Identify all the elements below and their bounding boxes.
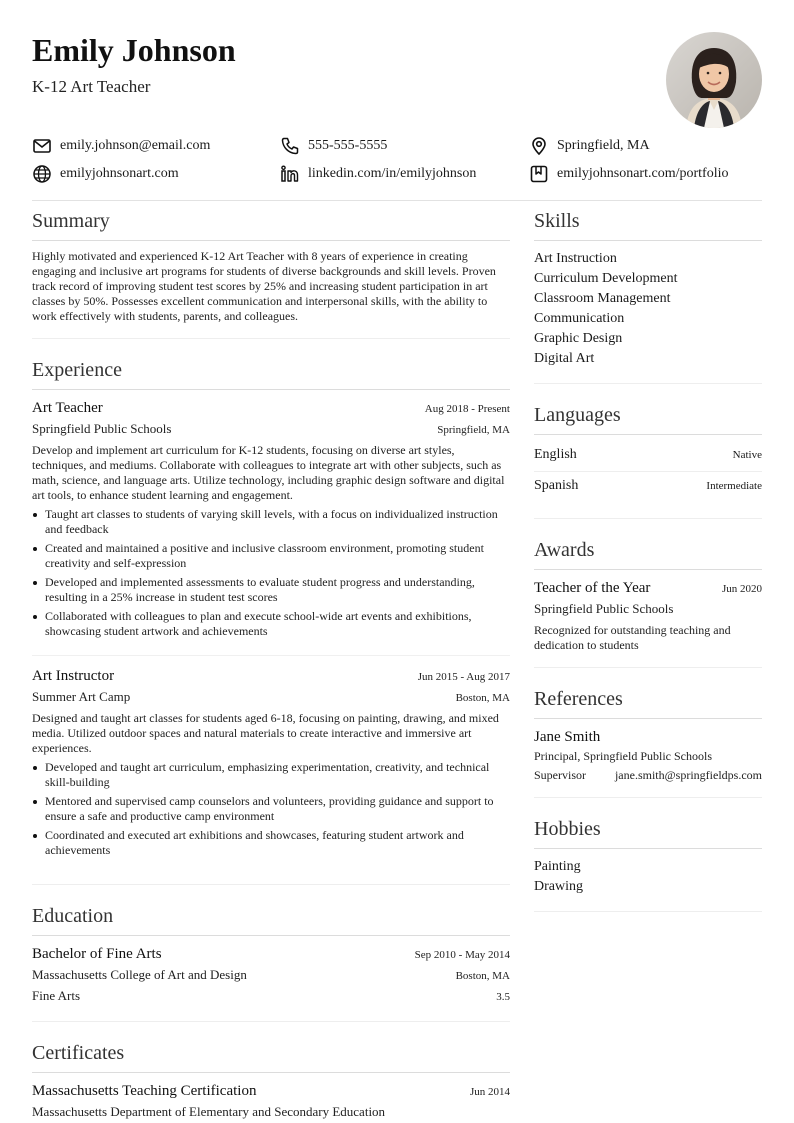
headline: K-12 Art Teacher [32, 77, 151, 96]
section-title: Awards [534, 537, 762, 570]
certificate-name: Massachusetts Teaching Certification [32, 1083, 257, 1099]
reference-name: Jane Smith [534, 729, 601, 745]
job-title: Art Instructor [32, 668, 115, 684]
award-issuer: Springfield Public Schools [534, 601, 674, 616]
award-date: Jun 2020 [721, 583, 762, 595]
sidebar-column [534, 208, 762, 930]
institution-name: Massachusetts College of Art and Design [32, 967, 247, 982]
experience-section [32, 357, 510, 885]
reference-role: Principal, Springfield Public Schools [534, 749, 712, 763]
job-location: Springfield, MA [437, 424, 510, 436]
gpa-score: 3.5 [496, 991, 510, 1003]
section-title: Certificates [32, 1040, 510, 1073]
contact-portfolio[interactable] [529, 164, 728, 184]
profile-photo [666, 32, 762, 128]
references-section [534, 686, 762, 798]
linkedin-text: linkedin.com/in/emilyjohnson [308, 166, 477, 181]
skill-item: Graphic Design [534, 331, 623, 346]
job-dates: Jun 2015 - Aug 2017 [417, 671, 510, 683]
skill-item: Digital Art [534, 351, 595, 366]
skills-section [534, 208, 762, 384]
location-pin-icon [529, 136, 549, 156]
languages-section [534, 402, 762, 519]
language-name: English [534, 447, 577, 462]
contact-bar [32, 136, 762, 188]
section-title: Languages [534, 402, 762, 435]
list-item: Mentored and supervised camp counselors and volunteers, providing guidance and support to ensure a safe and productive camp environment [32, 794, 510, 824]
profile-photo-image [666, 32, 762, 128]
list-item: Developed and implemented assessments to evaluate student progress and understanding, resulting in a 25% increase in student test scores [32, 575, 510, 605]
contact-linkedin[interactable] [280, 164, 476, 184]
award-name: Teacher of the Year [534, 580, 651, 596]
list-item: Collaborated with colleagues to plan and execute school-wide art events and exhibitions, showcasing student artwork and achievements [32, 609, 510, 639]
certificate-issuer: Massachusetts Department of Elementary and Secondary Education [32, 1104, 386, 1119]
job-description: Develop and implement art curriculum for K-12 students, focusing on diverse art styles, techniques, and mediums. Collaborate with colleagues to integrate art with other subjects, such as math, science, and language arts. Utilize technology, including graphic design software and digital art tools, to enhance student learning and engagement. [32, 443, 505, 502]
award-summary: Recognized for outstanding teaching and dedication to students [534, 623, 731, 652]
contact-email[interactable] [32, 136, 210, 156]
certificate-date: Jun 2014 [469, 1086, 510, 1098]
reference-email[interactable]: jane.smith@springfieldps.com [614, 768, 762, 782]
job-location: Boston, MA [455, 692, 510, 704]
hobby-item: Drawing [534, 879, 583, 894]
education-dates: Sep 2010 - May 2014 [414, 949, 510, 961]
header-divider [32, 200, 762, 201]
experience-entry [32, 398, 510, 656]
skill-item: Communication [534, 311, 625, 326]
job-description: Designed and taught art classes for students aged 6-18, focusing on painting, drawing, and mixed media. Utilized outdoor spaces and natural materials to create interactive and immersive art experiences. [32, 711, 499, 755]
section-title: Hobbies [534, 816, 762, 849]
contact-location [529, 136, 650, 156]
job-title: Art Teacher [32, 400, 103, 416]
reference-relation: Supervisor [534, 768, 586, 782]
email-text: emily.johnson@email.com [60, 138, 211, 153]
website-text: emilyjohnsonart.com [60, 166, 179, 181]
location-text: Springfield, MA [557, 138, 650, 153]
job-dates: Aug 2018 - Present [424, 403, 510, 415]
portfolio-text: emilyjohnsonart.com/portfolio [557, 166, 729, 181]
section-title: References [534, 686, 762, 719]
linkedin-icon [280, 164, 300, 184]
skill-item: Curriculum Development [534, 271, 678, 286]
skill-item: Classroom Management [534, 291, 671, 306]
phone-icon [280, 136, 300, 156]
main-column [32, 208, 510, 1123]
language-name: Spanish [534, 478, 579, 493]
hobbies-section [534, 816, 762, 912]
globe-icon [32, 164, 52, 184]
list-item: Created and maintained a positive and inclusive classroom environment, promoting student creativity and self-expression [32, 541, 510, 571]
section-title: Experience [32, 357, 510, 390]
phone-text: 555-555-5555 [308, 138, 388, 153]
person-name: Emily Johnson [32, 32, 236, 68]
education-location: Boston, MA [455, 970, 510, 982]
list-item: Taught art classes to students of varying skill levels, with a focus on individualized instruction and feedback [32, 507, 510, 537]
awards-section [534, 537, 762, 668]
hobby-item: Painting [534, 859, 581, 874]
company-name: Summer Art Camp [32, 689, 131, 704]
degree-name: Bachelor of Fine Arts [32, 946, 162, 962]
summary-section [32, 208, 510, 339]
contact-phone[interactable] [280, 136, 387, 156]
company-name: Springfield Public Schools [32, 421, 172, 436]
job-highlights [32, 760, 510, 858]
section-title: Education [32, 903, 510, 936]
language-row [534, 474, 762, 502]
language-level: Intermediate [706, 480, 762, 492]
list-item: Developed and taught art curriculum, emphasizing experimentation, creativity, and technical skill-building [32, 760, 510, 790]
education-section [32, 903, 510, 1022]
study-area: Fine Arts [32, 988, 81, 1003]
section-title: Skills [534, 208, 762, 241]
job-highlights [32, 507, 510, 639]
contact-website[interactable] [32, 164, 179, 184]
language-row [534, 443, 762, 472]
certificates-section [32, 1040, 510, 1123]
mail-icon [32, 136, 52, 156]
list-item: Coordinated and executed art exhibitions and showcases, featuring student artwork and achievements [32, 828, 510, 858]
experience-entry [32, 666, 510, 874]
skill-item: Art Instruction [534, 251, 617, 266]
portfolio-icon [529, 164, 549, 184]
language-level: Native [732, 449, 762, 461]
summary-text: Highly motivated and experienced K-12 Art Teacher with 8 years of experience in creating engaging and inclusive art programs for students of diverse backgrounds and skill levels. Proven track record of improving student test scores by 25% and increasing student participation in art classes by 50%. Possesses excellent communication and interpersonal skills, with the ability to work effectively with students, parents, and colleagues. [32, 249, 496, 323]
section-title: Summary [32, 208, 510, 241]
